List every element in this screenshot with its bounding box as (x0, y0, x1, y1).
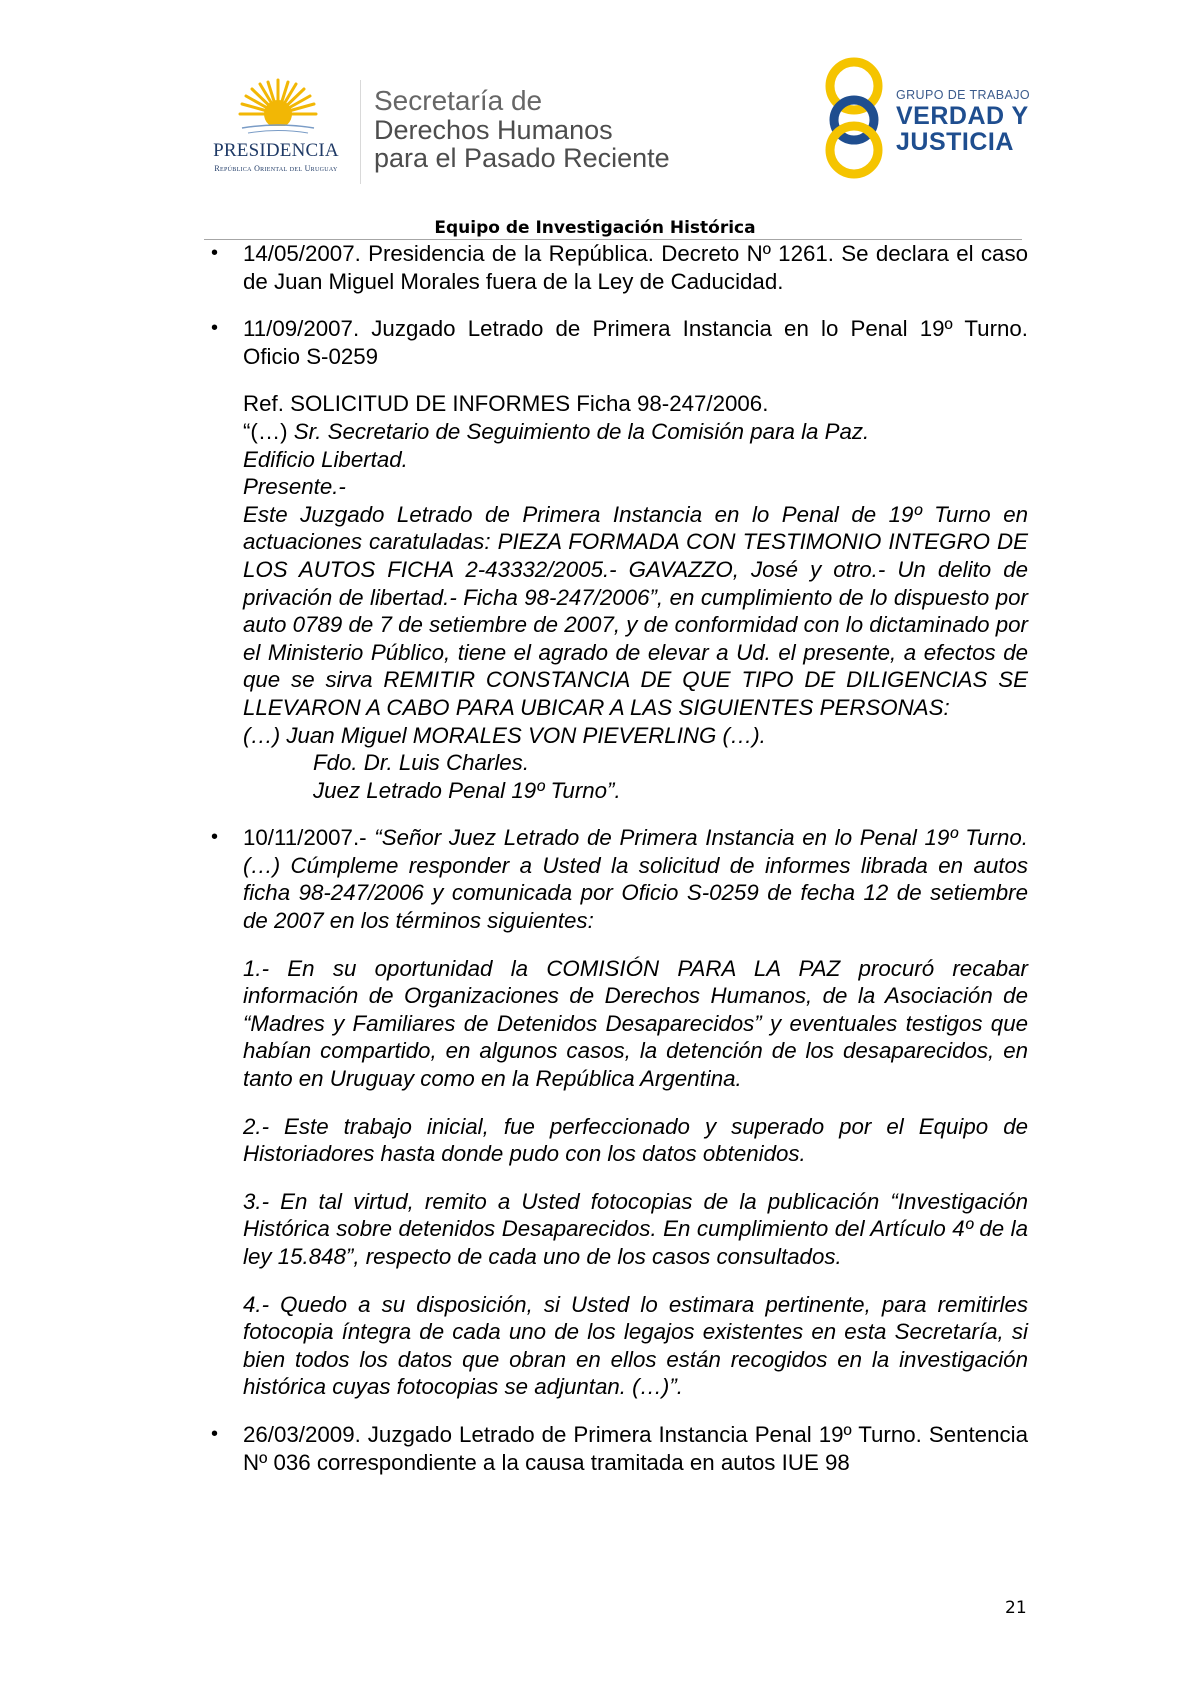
entry-quote: “Señor Juez Letrado de Primera Instancia en lo Penal 19º Turno. (…) Cúmpleme responder a Usted la solicitud de informes librada en autos ficha 98-247/2006 y comunicada por Oficio S-0259 de fecha 12 de setiembre de 2007 en los términos siguientes: (243, 825, 1028, 934)
gtvj-title-line-2: JUSTICIA (896, 128, 1014, 156)
verdad-justicia-logo (818, 56, 1038, 180)
signature-line: Fdo. Dr. Luis Charles. (313, 750, 530, 776)
entry-text: 11/09/2007. Juzgado Letrado de Primera Instancia en lo Penal 19º Turno. Oficio S-0259 (243, 316, 1028, 369)
bullet-icon: • (211, 1422, 219, 1445)
list-item (206, 240, 1028, 295)
secretaria-line-1: Secretaría de (374, 85, 543, 116)
quote-line: Presente.- (243, 474, 346, 500)
quote-paragraph: 2.- Este trabajo inicial, fue perfeccionado y superado por el Equipo de Historiadores hasta donde pudo con los datos obtenidos. (243, 1113, 1028, 1167)
quote-line (243, 418, 1028, 446)
gtvj-title-line-1: VERDAD Y (896, 102, 1029, 130)
sun-emblem-icon (238, 78, 318, 142)
quote-paragraph: 3.- En tal virtud, remito a Usted fotocopias de la publicación “Investigación Histórica sobre detenidos Desaparecidos. En cumplimiento del Artículo 4º de la ley 15.848”, respecto de cada uno de los casos consultados. (243, 1188, 1028, 1269)
entry-date: 10/11/2007.- (243, 825, 375, 851)
secretaria-logo (374, 86, 670, 172)
quote-paragraph: 4.- Quedo a su disposición, si Usted lo estimara pertinente, para remitirles fotocopia íntegra de cada uno de los legajos existentes en esta Secretaría, si bien todos los datos que obran en ellos están recogidos en la investigación histórica cuyas fotocopias se adjuntan. (…)”. (243, 1291, 1028, 1400)
quote-open: “(…) (243, 418, 294, 444)
gtvj-small-label: GRUPO DE TRABAJO (896, 88, 1030, 102)
secretaria-line-2: Derechos Humanos (374, 115, 613, 145)
secretaria-line-3: para el Pasado Reciente (374, 143, 670, 173)
bullet-icon: • (211, 242, 219, 264)
quote-addressee: Sr. Secretario de Seguimiento de la Comisión para la Paz. (293, 418, 870, 444)
list-item (206, 824, 1028, 1401)
logo-divider (360, 80, 361, 184)
bullet-icon: • (211, 317, 219, 340)
entry-text (243, 824, 1028, 934)
quote-line: Edificio Libertad. (243, 446, 408, 472)
page-number: 21 (1005, 1598, 1027, 1618)
list-item (206, 315, 1028, 804)
entry-ref: Ref. SOLICITUD DE INFORMES Ficha 98-247/2006. (243, 391, 769, 417)
signature-line: Juez Letrado Penal 19º Turno”. (313, 777, 621, 803)
presidencia-name: PRESIDENCIA (213, 140, 339, 161)
document-body (206, 240, 1028, 1496)
bullet-icon: • (211, 826, 219, 849)
presidencia-subtitle: República Oriental del Uruguay (214, 164, 338, 173)
entry-text: 26/03/2009. Juzgado Letrado de Primera Instancia Penal 19º Turno. Sentencia Nº 036 correspondiente a la causa tramitada en autos IUE 98 (243, 1421, 1028, 1475)
rings-emblem-icon (818, 56, 890, 180)
quote-body: Este Juzgado Letrado de Primera Instancia en lo Penal de 19º Turno en actuaciones caratuladas: PIEZA FORMADA CON TESTIMONIO INTEGRO DE LOS AUTOS FICHA 2-43332/2005.- GAVAZZO, José y otro.- Un delito de privación de libertad.- Ficha 98-247/2006”, en cumplimiento de lo dispuesto por auto 0789 de 7 de setiembre de 2007, y de conformidad con lo dictaminado por el Ministerio Público, tiene el agrado de elevar a Ud. el presente, a efectos de que se sirva REMITIR CONSTANCIA DE QUE TIPO DE DILIGENCIAS SE LLEVARON A CABO PARA UBICAR A LAS SIGUIENTES PERSONAS: (243, 501, 1028, 720)
quote-person: (…) Juan Miguel MORALES VON PIEVERLING (…). (243, 722, 766, 748)
list-item (206, 1421, 1028, 1476)
presidencia-logo (196, 78, 356, 190)
quote-paragraph: 1.- En su oportunidad la COMISIÓN PARA LA PAZ procuró recabar información de Organizaciones de Derechos Humanos, de la Asociación de “Madres y Familiares de Detenidos Desaparecidos” y eventuales testigos que habían compartido, en algunos casos, la detención de los desaparecidos, en tanto en Uruguay como en la República Argentina. (243, 955, 1028, 1092)
entry-text: 14/05/2007. Presidencia de la República. Decreto Nº 1261. Se declara el caso de Juan Miguel Morales fuera de la Ley de Caducidad. (243, 241, 1028, 294)
section-title: Equipo de Investigación Histórica (434, 218, 756, 238)
